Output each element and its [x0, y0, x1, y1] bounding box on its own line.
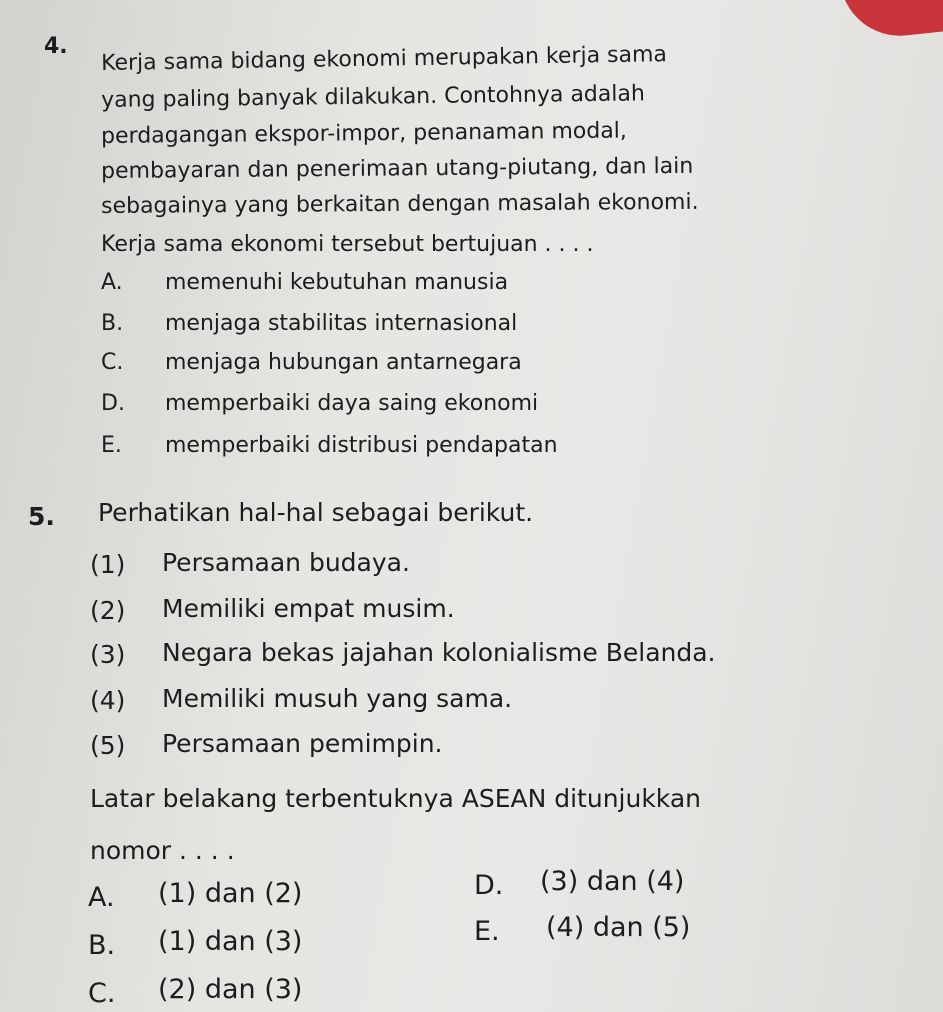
- option-letter: E.: [474, 916, 500, 947]
- option-text: memperbaiki daya saing ekonomi: [165, 391, 539, 416]
- question-text-line: nomor . . . .: [90, 836, 235, 865]
- option-letter: A.: [101, 270, 123, 295]
- list-item-text: Persamaan budaya.: [162, 548, 410, 577]
- list-item-text: Persamaan pemimpin.: [162, 729, 443, 758]
- option-text: (1) dan (3): [158, 926, 303, 957]
- option-text: (1) dan (2): [158, 878, 303, 909]
- option-letter: E.: [101, 433, 122, 458]
- option-text: (4) dan (5): [546, 912, 691, 943]
- question-text-line: Kerja sama bidang ekonomi merupakan kerja sama: [100, 42, 668, 76]
- list-item-number: (5): [90, 731, 126, 760]
- option-letter: B.: [101, 311, 124, 336]
- question-text-line: Kerja sama ekonomi tersebut bertujuan . . . .: [101, 232, 594, 257]
- list-item-text: Memiliki empat musim.: [162, 594, 455, 623]
- option-text: menjaga stabilitas internasional: [165, 311, 518, 336]
- option-text: memenuhi kebutuhan manusia: [165, 270, 509, 295]
- question-text-line: sebagainya yang berkaitan dengan masalah ekonomi.: [100, 189, 699, 219]
- option-text: (3) dan (4): [540, 866, 685, 897]
- red-corner-decoration: [840, 0, 943, 42]
- question-text-line: perdagangan ekspor-impor, penanaman modal,: [100, 118, 627, 149]
- question-text-line: yang paling banyak dilakukan. Contohnya adalah: [100, 81, 645, 113]
- option-text: menjaga hubungan antarnegara: [165, 350, 522, 375]
- list-item-text: Memiliki musuh yang sama.: [162, 684, 513, 713]
- option-text: memperbaiki distribusi pendapatan: [165, 433, 558, 458]
- option-letter: D.: [474, 870, 504, 901]
- option-text: (2) dan (3): [158, 974, 303, 1005]
- list-item-number: (3): [90, 640, 126, 669]
- list-item-text: Negara bekas jajahan kolonialisme Belanda.: [162, 638, 716, 667]
- list-item-number: (1): [90, 550, 126, 579]
- question-text-line: Latar belakang terbentuknya ASEAN ditunjukkan: [90, 784, 702, 813]
- question-text-line: pembayaran dan penerimaan utang-piutang, dan lain: [100, 153, 694, 184]
- list-item-number: (2): [90, 596, 126, 625]
- question-intro: Perhatikan hal-hal sebagai berikut.: [98, 498, 534, 527]
- option-letter: C.: [101, 350, 124, 375]
- option-letter: C.: [88, 978, 116, 1009]
- question-number: 5.: [28, 502, 55, 531]
- question-number: 4.: [44, 34, 68, 59]
- option-letter: D.: [101, 391, 125, 416]
- option-letter: B.: [88, 930, 116, 961]
- list-item-number: (4): [90, 686, 126, 715]
- option-letter: A.: [88, 882, 115, 913]
